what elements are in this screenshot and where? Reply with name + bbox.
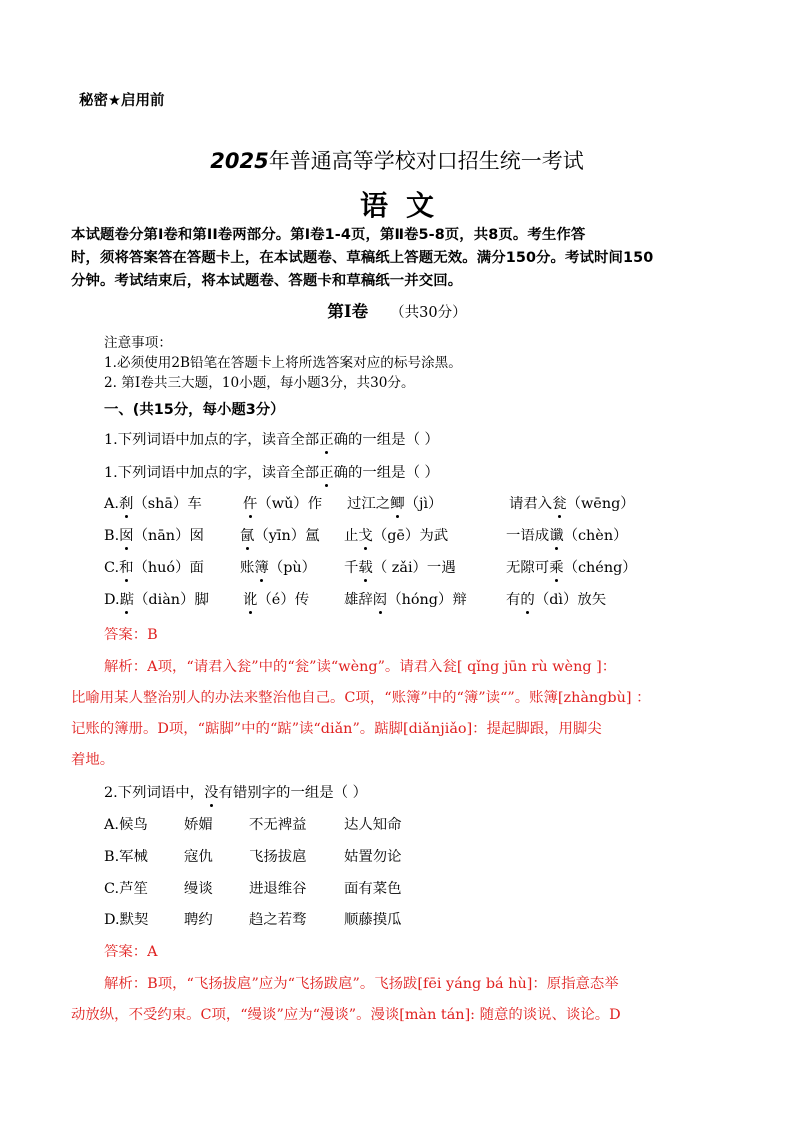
option-cell: D.默契 bbox=[104, 912, 149, 928]
option-text: 一语成 bbox=[506, 528, 550, 544]
notes-item-1: 1.必须使用2B铅笔在答题卡上将所选答案对应的标号涂黑。 bbox=[104, 355, 462, 371]
option-cell bbox=[506, 556, 637, 577]
dotted-char: 戈 bbox=[358, 524, 372, 545]
stem-text: 确的一组是（ ） bbox=[333, 432, 439, 448]
notes-item-2: 2. 第Ⅰ卷共三大题，10小题，每小题3分，共30分。 bbox=[104, 375, 415, 391]
option-cell bbox=[104, 492, 202, 513]
dotted-char: 簿 bbox=[254, 556, 268, 577]
option-cell bbox=[104, 524, 204, 545]
option-cell bbox=[344, 524, 448, 545]
option-cell: 不无裨益 bbox=[249, 817, 307, 833]
option-cell: 进退维谷 bbox=[249, 881, 307, 897]
option-cell bbox=[240, 524, 320, 545]
option-text: 千 bbox=[344, 560, 359, 576]
part-heading bbox=[0, 298, 794, 322]
option-text: （diàn）脚 bbox=[134, 592, 209, 608]
option-text: （jì） bbox=[404, 496, 443, 512]
dotted-char: 氤 bbox=[240, 524, 254, 545]
dotted-char: 闳 bbox=[373, 588, 387, 609]
intro-line-3: 分钟。考试结束后，将本试题卷、答题卡和草稿纸一并交回。 bbox=[71, 273, 463, 289]
q1-explanation-line-2: 比喻用某人整治别人的办法来整治他自己。C项，“账簿”中的“簿”读“”。账簿[zhàngbù] ： bbox=[71, 690, 651, 706]
dotted-char: 正 bbox=[319, 428, 333, 449]
option-text: （huó）面 bbox=[133, 560, 204, 576]
dotted-char: 载 bbox=[358, 556, 372, 577]
intro-line-1: 本试题卷分第Ⅰ卷和第ⅠⅠ卷两部分。第Ⅰ卷1-4页，第Ⅱ卷5-8页，共8页。考生作答 bbox=[71, 227, 586, 243]
option-cell: 趋之若骛 bbox=[249, 912, 307, 928]
stem-text: 1.下列词语中加点的字，读音全部 bbox=[104, 465, 320, 481]
option-cell: 娇媚 bbox=[184, 817, 213, 833]
option-text: （gē）为武 bbox=[372, 528, 449, 544]
option-cell: 顺藤摸瓜 bbox=[344, 912, 402, 928]
option-text: 账 bbox=[240, 560, 255, 576]
option-cell bbox=[104, 556, 204, 577]
option-text: （nān）囡 bbox=[133, 528, 204, 544]
option-text: 无隙可 bbox=[506, 560, 550, 576]
option-text: （é）传 bbox=[257, 592, 310, 608]
stem-text: 确的一组是（ ） bbox=[333, 465, 439, 481]
secret-label: 秘密★启用前 bbox=[79, 93, 165, 109]
stem-text: 有错别字的一组是（ ） bbox=[218, 785, 367, 801]
option-text: 有 bbox=[506, 592, 521, 608]
part-points: （共30分） bbox=[390, 305, 467, 321]
dotted-char: 正 bbox=[319, 461, 333, 482]
option-text: （ zǎi）一遇 bbox=[372, 560, 456, 576]
dotted-char: 囡 bbox=[119, 524, 133, 545]
question-1-stem-duplicate bbox=[104, 428, 439, 449]
option-text: （wēng） bbox=[566, 496, 635, 512]
dotted-char: 乘 bbox=[549, 556, 563, 577]
option-cell bbox=[347, 492, 442, 513]
q1-explanation-line-4: 着地。 bbox=[71, 752, 115, 768]
dotted-char: 的 bbox=[520, 588, 534, 609]
option-cell: B.军械 bbox=[104, 849, 148, 865]
q2-answer: 答案：A bbox=[104, 944, 158, 960]
question-1-stem bbox=[104, 461, 439, 482]
option-cell: 飞扬拔扈 bbox=[249, 849, 307, 865]
option-cell bbox=[243, 588, 309, 609]
dotted-char: 踮 bbox=[120, 588, 134, 609]
option-text: （wǔ）作 bbox=[257, 496, 323, 512]
option-cell: C.芦笙 bbox=[104, 881, 148, 897]
part-title: 第Ⅰ卷 bbox=[327, 302, 369, 321]
option-text: （dì）放矢 bbox=[534, 592, 607, 608]
q1-answer: 答案：B bbox=[104, 627, 158, 643]
stem-text: 2.下列词语中， bbox=[104, 785, 205, 801]
stem-text: 1.下列词语中加点的字，读音全部 bbox=[104, 432, 320, 448]
option-text: （pù） bbox=[268, 560, 317, 576]
option-letter: C. bbox=[104, 560, 120, 576]
option-text: 止 bbox=[344, 528, 359, 544]
option-cell bbox=[243, 492, 322, 513]
dotted-char: 和 bbox=[119, 556, 133, 577]
notes-heading: 注意事项： bbox=[104, 335, 172, 351]
dotted-char: 鲫 bbox=[390, 492, 404, 513]
option-cell bbox=[240, 556, 316, 577]
dotted-char: 瓮 bbox=[552, 492, 566, 513]
option-cell bbox=[509, 492, 635, 513]
q1-explanation-line-1: 解析：A项，“请君入瓮”中的“瓮”读“wèng”。请君入瓮[ qǐng jūn rù wèng ]： bbox=[104, 659, 617, 675]
option-cell: 面有菜色 bbox=[344, 881, 402, 897]
option-cell bbox=[344, 588, 467, 609]
q2-explanation-line-2: 动放纵，不受约束。C项，“缦谈”应为“漫谈”。漫谈[màn tán]: 随意的谈说、谈论。D bbox=[71, 1007, 621, 1023]
option-cell: 达人知命 bbox=[344, 817, 402, 833]
option-text: 雄辞 bbox=[344, 592, 373, 608]
subject-title: 语文 bbox=[359, 189, 452, 222]
intro-line-2: 时，须将答案答在答题卡上，在本试题卷、草稿纸上答题无效。满分150分。考试时间150 bbox=[71, 250, 654, 266]
option-text: （yīn）氲 bbox=[254, 528, 320, 544]
option-cell: 姑置勿论 bbox=[344, 849, 402, 865]
option-text: （chéng） bbox=[563, 560, 637, 576]
option-text: （shā）车 bbox=[133, 496, 202, 512]
exam-title-text: 年普通高等学校对口招生统一考试 bbox=[268, 149, 584, 173]
dotted-char: 没 bbox=[204, 781, 218, 802]
option-cell bbox=[344, 556, 456, 577]
option-text: 请君入 bbox=[509, 496, 553, 512]
dotted-char: 刹 bbox=[119, 492, 133, 513]
option-cell: 缦谈 bbox=[184, 881, 213, 897]
option-letter: D. bbox=[104, 592, 120, 608]
option-cell: 聘约 bbox=[184, 912, 213, 928]
q1-explanation-line-3: 记账的簿册。D项，“踮脚”中的“踮”读“diǎn”。踮脚[diǎnjiǎo]：提起脚跟，用脚尖 bbox=[71, 721, 602, 737]
option-text: （hóng）辩 bbox=[387, 592, 467, 608]
dotted-char: 仵 bbox=[243, 492, 257, 513]
option-cell: A.候鸟 bbox=[104, 817, 148, 833]
exam-title bbox=[0, 145, 794, 175]
exam-year: 2025 bbox=[210, 149, 269, 173]
question-2-stem bbox=[104, 781, 367, 802]
dotted-char: 谶 bbox=[549, 524, 563, 545]
option-letter: B. bbox=[104, 528, 120, 544]
q2-explanation-line-1: 解析：B项，“飞扬拔扈”应为“飞扬跋扈”。飞扬跋[fēi yáng bá hù]：原指意态举 bbox=[104, 976, 619, 992]
option-letter: A. bbox=[104, 496, 119, 512]
option-cell bbox=[506, 524, 628, 545]
option-cell: 寇仇 bbox=[184, 849, 213, 865]
section-1-title: 一、(共15分，每小题3分） bbox=[104, 402, 285, 418]
option-text: 过江之 bbox=[347, 496, 391, 512]
option-text: （chèn） bbox=[563, 528, 628, 544]
option-cell bbox=[104, 588, 209, 609]
dotted-char: 讹 bbox=[243, 588, 257, 609]
option-cell bbox=[506, 588, 606, 609]
